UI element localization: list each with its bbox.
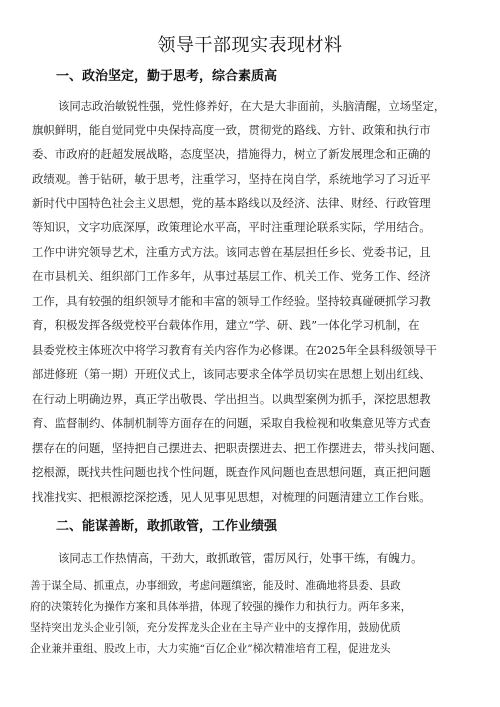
paragraph-line: 摆存在的问题，坚持把自己摆进去、把职责摆进去、把工作摆进去，带头找问题、 — [32, 441, 443, 455]
paragraph-line: 善于谋全局、抓重点，办事细致，考虑问题缜密，能及时、准确地将县委、县政 — [30, 580, 401, 592]
paragraph-line: 该同志工作热情高，干劲大，敢抓敢管，雷厉风行，处事干练，有魄力。 — [58, 551, 423, 565]
paragraph-line: 等知识，文字功底深厚，政策理论水平高，平时注重理论联系实际，学用结合。 — [32, 220, 431, 234]
document-title: 领导干部现实表现材料 — [157, 35, 343, 56]
section-2-heading: 二、能谋善断，敢抓敢管，工作业绩强 — [56, 519, 278, 534]
paragraph-line: 挖根源，既找共性问题也找个性问题，既查作风问题也查思想问题，真正把问题 — [32, 465, 431, 479]
paragraph-line: 工作，具有较强的组织领导才能和丰富的领导工作经验。坚持较真碰硬抓学习教 — [32, 294, 431, 308]
paragraph-line: 新时代中国特色社会主义思想，党的基本路线以及经济、法律、财经、行政管理 — [32, 196, 431, 210]
paragraph-line: 育，积极发挥各级党校平台载体作用，建立“学、研、践”一体化学习机制，在 — [32, 318, 420, 332]
paragraph-line: 府的决策转化为操作方案和具体举措，体现了较强的操作力和执行力。两年多来， — [30, 601, 412, 613]
paragraph-line: 企业兼并重组、股改上市，大力实施“百亿企业”梯次精准培育工程，促进龙头 — [30, 643, 391, 655]
paragraph-line: 部进修班（第一期）开班仪式上，该同志要求全体学员切实在思想上划出红线、 — [32, 367, 431, 381]
section-1-heading: 一、政治坚定，勤于思考，综合素质高 — [56, 69, 278, 84]
paragraph-line: 坚持突出龙头企业引领，充分发挥龙头企业在主导产业中的支撑作用，鼓励优质 — [30, 622, 401, 634]
paragraph-line: 工作中讲究领导艺术，注重方式方法。该同志曾在基层担任乡长、党委书记，且 — [32, 245, 431, 259]
paragraph-line: 县委党校主体班次中将学习教育有关内容作为必修课。在2025年全县科级领导干 — [32, 343, 437, 357]
paragraph-line: 在行动上明确边界，真正学出敬畏、学出担当。以典型案例为抓手，深挖思想教 — [32, 392, 431, 406]
paragraph-line: 该同志政治敏锐性强，党性修养好，在大是大非面前，头脑清醒，立场坚定， — [58, 99, 446, 113]
paragraph-line: 育、监督制约、体制机制等方面存在的问题，采取自我检视和收集意见等方式查 — [32, 416, 431, 430]
paragraph-line: 政绩观。善于钻研，敏于思考，注重学习，坚持在岗自学，系统地学习了习近平 — [32, 172, 431, 186]
paragraph-line: 找准找实、把根源挖深挖透，见人见事见思想，对梳理的问题清建立工作台账。 — [32, 490, 431, 504]
paragraph-line: 在市县机关、组织部门工作多年，从事过基层工作、机关工作、党务工作、经济 — [32, 269, 431, 283]
paragraph-line: 旗帜鲜明，能自觉同党中央保持高度一致，贯彻党的路线、方针、政策和执行市 — [32, 123, 431, 137]
paragraph-line: 委、市政府的赶超发展战略，态度坚决，措施得力，树立了新发展理念和正确的 — [32, 147, 431, 161]
